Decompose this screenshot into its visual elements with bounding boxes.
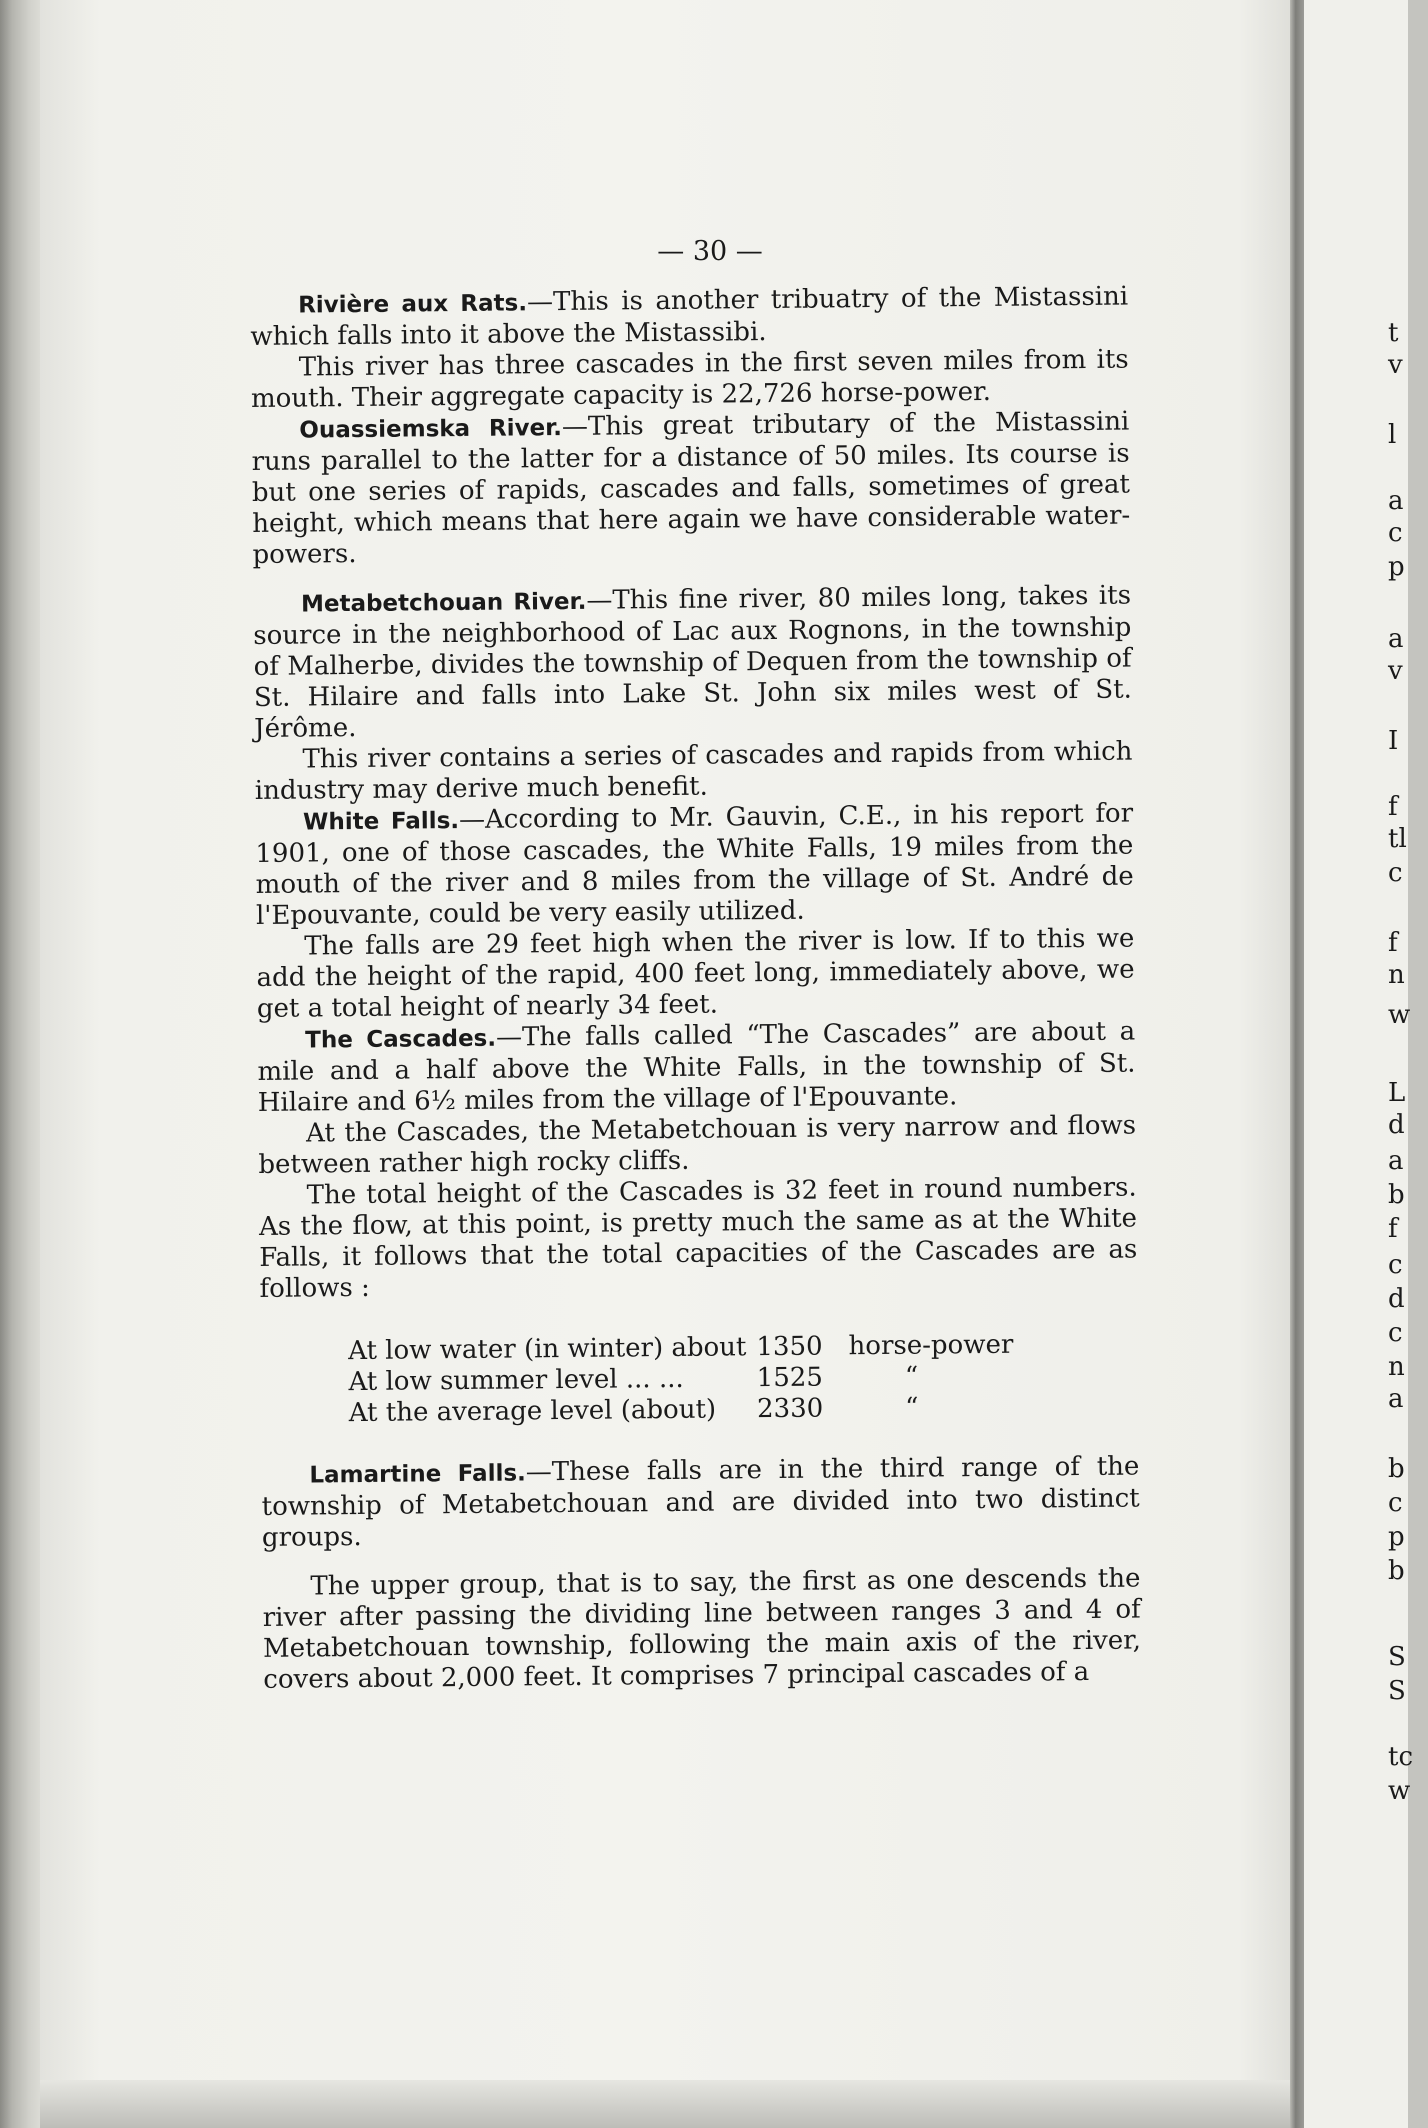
paragraph-text: —According to Mr. Gauvin, C.E., in his report for 1901, one of those cascades, the White Falls, 19 miles from the mouth of the river and 8 miles from the village of St. André de l'Epouvante, could be very easily utilized. <box>255 798 1134 931</box>
paragraph-text: At the Cascades, the Metabetchouan is very narrow and flows between rather high rocky cliffs. <box>258 1110 1137 1180</box>
row-value: 2330 <box>756 1393 824 1425</box>
paragraph-text: —This great tributary of the Mistassini runs parallel to the latter for a distance of 50 miles. Its course is but one series of rapids, cascades and falls, sometimes of great height, which means that here again we have considerable water-powers. <box>251 406 1131 570</box>
row-label: At low summer level ... ... <box>348 1363 684 1398</box>
capacity-table <box>348 1330 1024 1429</box>
next-page-text-fragment: f <box>1388 792 1398 822</box>
next-page-text-fragment: w <box>1388 1000 1411 1030</box>
table-row <box>348 1330 1023 1367</box>
row-unit: “ <box>905 1392 919 1423</box>
next-page-text-fragment: d <box>1388 1110 1405 1140</box>
next-page-text-fragment: f <box>1388 928 1398 958</box>
next-page-text-fragment: b <box>1388 1180 1405 1210</box>
row-value: 1525 <box>756 1362 824 1394</box>
section-heading: The Cascades. <box>305 1025 497 1054</box>
paragraph <box>259 1173 1138 1305</box>
next-page-text-fragment: c <box>1388 1488 1403 1518</box>
next-page-text-fragment: v <box>1388 656 1403 686</box>
body-text <box>250 282 1141 1696</box>
paragraph-text: The total height of the Cascades is 32 feet in round numbers. As the flow, at this point, is pretty much the same as at the White Falls, it follows that the total capacities of the Cascades are as follows : <box>258 1172 1138 1304</box>
paragraph-white-falls <box>255 799 1134 932</box>
next-page-text-fragment: v <box>1388 350 1403 380</box>
paragraph <box>256 924 1135 1025</box>
next-page-text-fragment: a <box>1388 1384 1404 1414</box>
paragraph-text: —This is another tribuatry of the Mistassini which falls into it above the Mistassibi. <box>250 281 1129 352</box>
next-page-text-fragment: S <box>1388 1642 1406 1672</box>
next-page-text-fragment: a <box>1388 486 1404 516</box>
paragraph-the-cascades <box>257 1017 1136 1119</box>
paragraph-text: —These falls are in the third range of the township of Metabetchouan and are divided into two distinct groups. <box>261 1451 1140 1553</box>
row-unit: “ <box>904 1361 919 1392</box>
section-heading: Ouassiemska River. <box>299 415 563 444</box>
next-page-text-fragment: t <box>1388 318 1399 348</box>
next-page-text-fragment: tl <box>1388 824 1407 854</box>
next-page-text-fragment: a <box>1388 624 1404 654</box>
page-fold-shadow <box>1290 0 1304 2128</box>
next-page-text-fragment: c <box>1388 518 1403 548</box>
paragraph-text: This river has three cascades in the first seven miles from its mouth. Their aggregate capacity is 22,726 horse-power. <box>250 344 1129 414</box>
next-page-text-fragment: n <box>1388 1352 1405 1382</box>
page-bottom-edge <box>40 2080 1292 2128</box>
paragraph-ouassiemska-river <box>251 407 1130 571</box>
section-heading: Lamartine Falls. <box>309 1460 526 1489</box>
paragraph-text: The falls are 29 feet high when the river is low. If to this we add the height of the rapid, 400 feet long, immediately above, we get a total height of nearly 34 feet. <box>256 923 1135 1024</box>
paragraph-text: —This fine river, 80 miles long, takes its source in the neighborhood of Lac aux Rognons, in the township of Malherbe, divides the township of Dequen from the township of St. Hilaire and falls into Lake St. John six miles west of St. Jérôme. <box>253 580 1133 744</box>
paragraph <box>258 1111 1137 1181</box>
row-value: 1350 <box>756 1331 823 1363</box>
row-label: At low water (in winter) about <box>348 1332 747 1367</box>
next-page-text-fragment: b <box>1388 1454 1405 1484</box>
section-heading: Rivière aux Rats. <box>298 290 528 319</box>
paragraph-text: The upper group, that is to say, the first as one descends the river after passing the dividing line between ranges 3 and 4 of Metabetchouan township, following the main axis of the river, covers about 2,000 feet. It comprises 7 principal cascades of a <box>262 1563 1142 1695</box>
next-page-text-fragment: c <box>1388 858 1403 888</box>
paragraph-text: —The falls called “The Cascades” are about a mile and a half above the White Falls, in the township of St. Hilaire and 6½ miles from the village of l'Epouvante. <box>257 1016 1136 1118</box>
paragraph <box>251 345 1130 415</box>
paragraph-text: This river contains a series of cascades and rapids from which industry may derive much benefit. <box>254 736 1133 806</box>
next-page-text-fragment: l <box>1388 420 1397 450</box>
next-page-text-fragment: p <box>1388 1522 1405 1552</box>
paragraph-riviere-aux-rats <box>250 282 1129 353</box>
row-label: At the average level (about) <box>348 1394 717 1429</box>
table-row <box>349 1392 1024 1429</box>
next-page-text-fragment: d <box>1388 1284 1405 1314</box>
paragraph-metabetchouan-river <box>253 581 1132 745</box>
paragraph <box>262 1564 1141 1696</box>
next-page-text-fragment: f <box>1388 1214 1398 1244</box>
section-heading: White Falls. <box>302 808 460 836</box>
paragraph <box>254 737 1133 807</box>
next-page-text-fragment: b <box>1388 1556 1405 1586</box>
next-page-text-fragment: w <box>1388 1776 1411 1806</box>
section-heading: Metabetchouan River. <box>300 588 587 618</box>
next-page-text-fragment: I <box>1388 726 1399 756</box>
paragraph-lamartine-falls <box>261 1452 1140 1554</box>
next-page-text-fragment: p <box>1388 552 1405 582</box>
next-page-text-fragment: tc <box>1388 1742 1414 1772</box>
next-page-text-fragment: n <box>1388 960 1405 990</box>
page-number: — 30 — <box>657 236 763 267</box>
next-page-text-fragment: c <box>1388 1318 1403 1348</box>
next-page-text-fragment: a <box>1388 1146 1404 1176</box>
next-page-text-fragment: L <box>1388 1078 1406 1108</box>
next-page-text-fragment: S <box>1388 1676 1406 1706</box>
row-unit: horse-power <box>848 1329 1014 1362</box>
next-page-text-fragment: c <box>1388 1250 1403 1280</box>
